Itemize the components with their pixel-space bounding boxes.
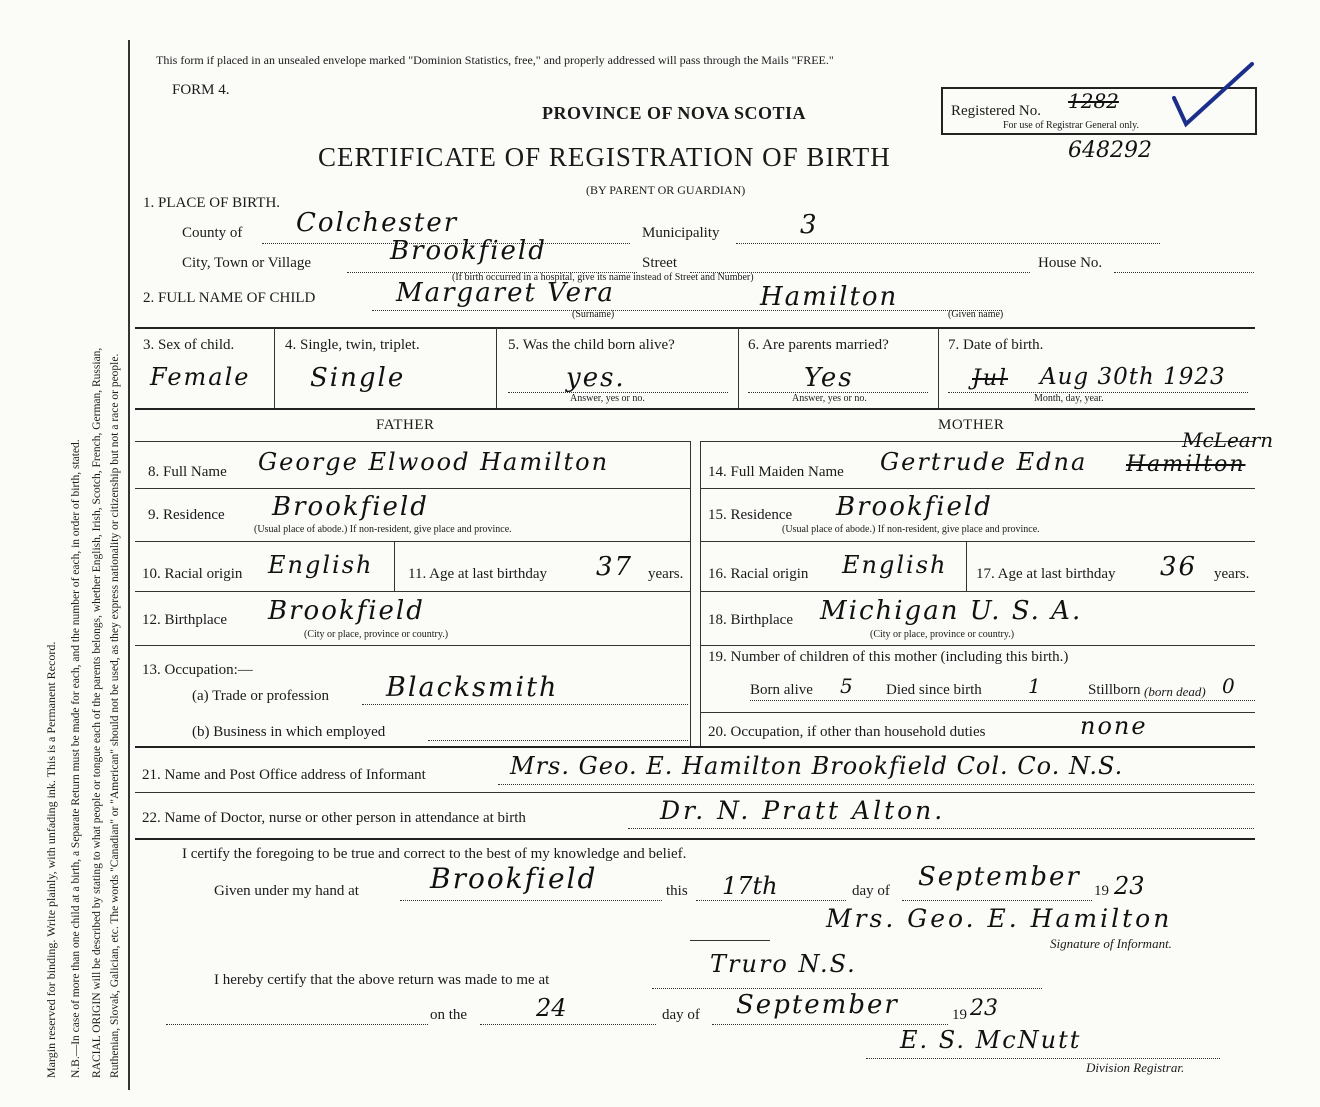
father-occupation-label: 13. Occupation:— bbox=[142, 662, 253, 678]
mother-birthplace-caption: (City or place, province or country.) bbox=[870, 629, 1015, 640]
given-day-value: 17th bbox=[722, 872, 778, 900]
surname-caption: (Surname) bbox=[572, 309, 615, 320]
father-birthplace-value: Brookfield bbox=[268, 596, 425, 626]
registrar-on-the-label: on the bbox=[430, 1007, 468, 1023]
father-heading: FATHER bbox=[376, 417, 435, 433]
given-caption: (Given name) bbox=[948, 309, 1004, 320]
father-birthplace-label: 12. Birthplace bbox=[142, 612, 227, 628]
mother-occupation-value: none bbox=[1080, 712, 1148, 740]
father-age-label: 11. Age at last birthday bbox=[408, 566, 547, 582]
registrar-year-value: 23 bbox=[970, 996, 998, 1021]
parents-married-label: 6. Are parents married? bbox=[748, 337, 889, 353]
registrar-signature-caption: Division Registrar. bbox=[1086, 1060, 1185, 1075]
mother-residence-value: Brookfield bbox=[836, 492, 993, 522]
registrar-place-value: Truro N.S. bbox=[710, 950, 857, 978]
checkmark-icon bbox=[1170, 58, 1260, 138]
given-month-value: September bbox=[918, 862, 1081, 892]
margin-divider bbox=[128, 40, 130, 1090]
margin-note-nationality: Ruthenian, Slovak, Galician, etc. The words "Canadian" or "American" should not be used, as they express nationality or citizenship but not a race or people. bbox=[109, 353, 121, 1078]
plurality-value: Single bbox=[310, 363, 406, 393]
date-of-birth-label: 7. Date of birth. bbox=[948, 337, 1044, 353]
postal-note: This form if placed in an unsealed envelope marked "Dominion Statistics, free," and properly addressed will pass through the Mails "FREE." bbox=[156, 53, 834, 67]
house-label: House No. bbox=[1038, 255, 1103, 271]
mother-children-label: 19. Number of children of this mother (including this birth.) bbox=[708, 649, 1069, 665]
municipality-value: 3 bbox=[800, 210, 819, 240]
this-label: this bbox=[666, 883, 688, 899]
registrar-day-of-label: day of bbox=[662, 1007, 700, 1023]
province-title: PROVINCE OF NOVA SCOTIA bbox=[542, 103, 807, 123]
hospital-note: (If birth occurred in a hospital, give its name instead of Street and Number) bbox=[452, 272, 754, 283]
registrar-signature: E. S. McNutt bbox=[900, 1026, 1082, 1054]
mother-name-struck: Hamilton bbox=[1126, 452, 1246, 477]
date-of-birth-caption: Month, day, year. bbox=[1034, 393, 1104, 404]
child-given-value: Hamilton bbox=[760, 282, 899, 312]
father-residence-caption: (Usual place of abode.) If non-resident, give place and province. bbox=[254, 524, 512, 535]
certificate-subtitle: (BY PARENT OR GUARDIAN) bbox=[586, 183, 746, 197]
registered-label: Registered No. bbox=[951, 103, 1041, 119]
father-trade-label: (a) Trade or profession bbox=[192, 688, 330, 704]
born-alive-label: 5. Was the child born alive? bbox=[508, 337, 675, 353]
father-age-value: 37 bbox=[596, 552, 634, 582]
given-year-prefix: 19 bbox=[1094, 883, 1109, 899]
form-number: FORM 4. bbox=[172, 82, 230, 98]
date-of-birth-value: Aug 30th 1923 bbox=[1040, 364, 1226, 390]
county-label: County of bbox=[182, 225, 243, 241]
father-birthplace-caption: (City or place, province or country.) bbox=[304, 629, 449, 640]
born-alive-count-label: Born alive bbox=[750, 682, 813, 698]
born-alive-value: yes. bbox=[566, 363, 626, 393]
mother-heading: MOTHER bbox=[938, 417, 1005, 433]
informant-label: 21. Name and Post Office address of Informant bbox=[142, 767, 426, 783]
father-residence-label: 9. Residence bbox=[148, 507, 225, 523]
registrar-use-note: For use of Registrar General only. bbox=[1003, 120, 1139, 131]
registrar-statement: I hereby certify that the above return was made to me at bbox=[214, 972, 550, 988]
registrar-month-value: September bbox=[736, 990, 899, 1020]
certification-statement: I certify the foregoing to be true and correct to the best of my knowledge and belief. bbox=[182, 846, 687, 862]
given-place-value: Brookfield bbox=[430, 862, 598, 895]
stamp-number: 648292 bbox=[1068, 138, 1152, 163]
margin-note-multiple-births: N.B.—In case of more than one child at a birth, a Separate Return must be made for each, and the number of each, in order of birth, stated. bbox=[70, 439, 82, 1078]
mother-birthplace-value: Michigan U. S. A. bbox=[820, 596, 1083, 626]
mother-racial-value: English bbox=[842, 551, 948, 579]
registrar-year-prefix: 19 bbox=[952, 1007, 967, 1023]
born-alive-caption: Answer, yes or no. bbox=[570, 393, 645, 404]
child-name-label: 2. FULL NAME OF CHILD bbox=[143, 290, 316, 306]
municipality-label: Municipality bbox=[642, 225, 720, 241]
place-of-birth-heading: 1. PLACE OF BIRTH. bbox=[143, 195, 281, 211]
child-surname-value: Margaret Vera bbox=[396, 278, 615, 308]
plurality-label: 4. Single, twin, triplet. bbox=[285, 337, 420, 353]
margin-note-racial-origin: RACIAL ORIGIN will be described by stating to what people or tongue each of the parents belongs, whether English, Irish, Scotch, French, German, Russian, bbox=[91, 347, 103, 1078]
father-residence-value: Brookfield bbox=[272, 492, 429, 522]
registrar-day-value: 24 bbox=[536, 994, 567, 1022]
parents-married-value: Yes bbox=[804, 363, 854, 393]
father-name-value: George Elwood Hamilton bbox=[258, 448, 610, 476]
stillborn-value: 0 bbox=[1222, 674, 1235, 698]
mother-birthplace-label: 18. Birthplace bbox=[708, 612, 793, 628]
sex-label: 3. Sex of child. bbox=[143, 337, 235, 353]
registered-value: 1282 bbox=[1068, 89, 1119, 113]
mother-name-correction: McLearn bbox=[1182, 428, 1274, 452]
date-of-birth-struck: Jul bbox=[972, 366, 1009, 391]
mother-residence-caption: (Usual place of abode.) If non-resident, give place and province. bbox=[782, 524, 1040, 535]
stillborn-note: (born dead) bbox=[1144, 684, 1206, 699]
given-year-value: 23 bbox=[1114, 872, 1145, 900]
father-business-label: (b) Business in which employed bbox=[192, 724, 386, 740]
died-since-birth-value: 1 bbox=[1028, 674, 1041, 698]
doctor-label: 22. Name of Doctor, nurse or other person in attendance at birth bbox=[142, 810, 526, 826]
informant-value: Mrs. Geo. E. Hamilton Brookfield Col. Co. N.S. bbox=[510, 752, 1124, 780]
parents-married-caption: Answer, yes or no. bbox=[792, 393, 867, 404]
mother-occupation-label: 20. Occupation, if other than household duties bbox=[708, 724, 986, 740]
mother-age-value: 36 bbox=[1160, 552, 1198, 582]
city-value: Brookfield bbox=[390, 236, 547, 266]
informant-signature-caption: Signature of Informant. bbox=[1050, 936, 1172, 951]
born-alive-count-value: 5 bbox=[840, 674, 853, 698]
father-racial-value: English bbox=[268, 551, 374, 579]
father-name-label: 8. Full Name bbox=[148, 464, 227, 480]
died-since-birth-label: Died since birth bbox=[886, 682, 982, 698]
father-years-label: years. bbox=[648, 566, 684, 582]
certificate-title: CERTIFICATE OF REGISTRATION OF BIRTH bbox=[318, 142, 891, 172]
father-trade-value: Blacksmith bbox=[386, 672, 559, 703]
doctor-value: Dr. N. Pratt Alton. bbox=[660, 796, 946, 825]
given-label: Given under my hand at bbox=[214, 883, 359, 899]
mother-name-value: Gertrude Edna bbox=[880, 448, 1088, 476]
margin-note-binding: Margin reserved for binding. Write plainly, with unfading ink. This is a Permanent Record. bbox=[44, 641, 58, 1078]
informant-signature: Mrs. Geo. E. Hamilton bbox=[826, 904, 1173, 933]
city-label: City, Town or Village bbox=[182, 255, 312, 271]
father-racial-label: 10. Racial origin bbox=[142, 566, 243, 582]
mother-name-label: 14. Full Maiden Name bbox=[708, 464, 844, 480]
mother-years-label: years. bbox=[1214, 566, 1250, 582]
mother-age-label: 17. Age at last birthday bbox=[976, 566, 1116, 582]
mother-residence-label: 15. Residence bbox=[708, 507, 793, 523]
sex-value: Female bbox=[150, 363, 251, 391]
county-value: Colchester bbox=[296, 208, 459, 238]
mother-racial-label: 16. Racial origin bbox=[708, 566, 809, 582]
street-label: Street bbox=[642, 255, 677, 271]
given-day-of-label: day of bbox=[852, 883, 890, 899]
stillborn-label: Stillborn bbox=[1088, 682, 1141, 698]
